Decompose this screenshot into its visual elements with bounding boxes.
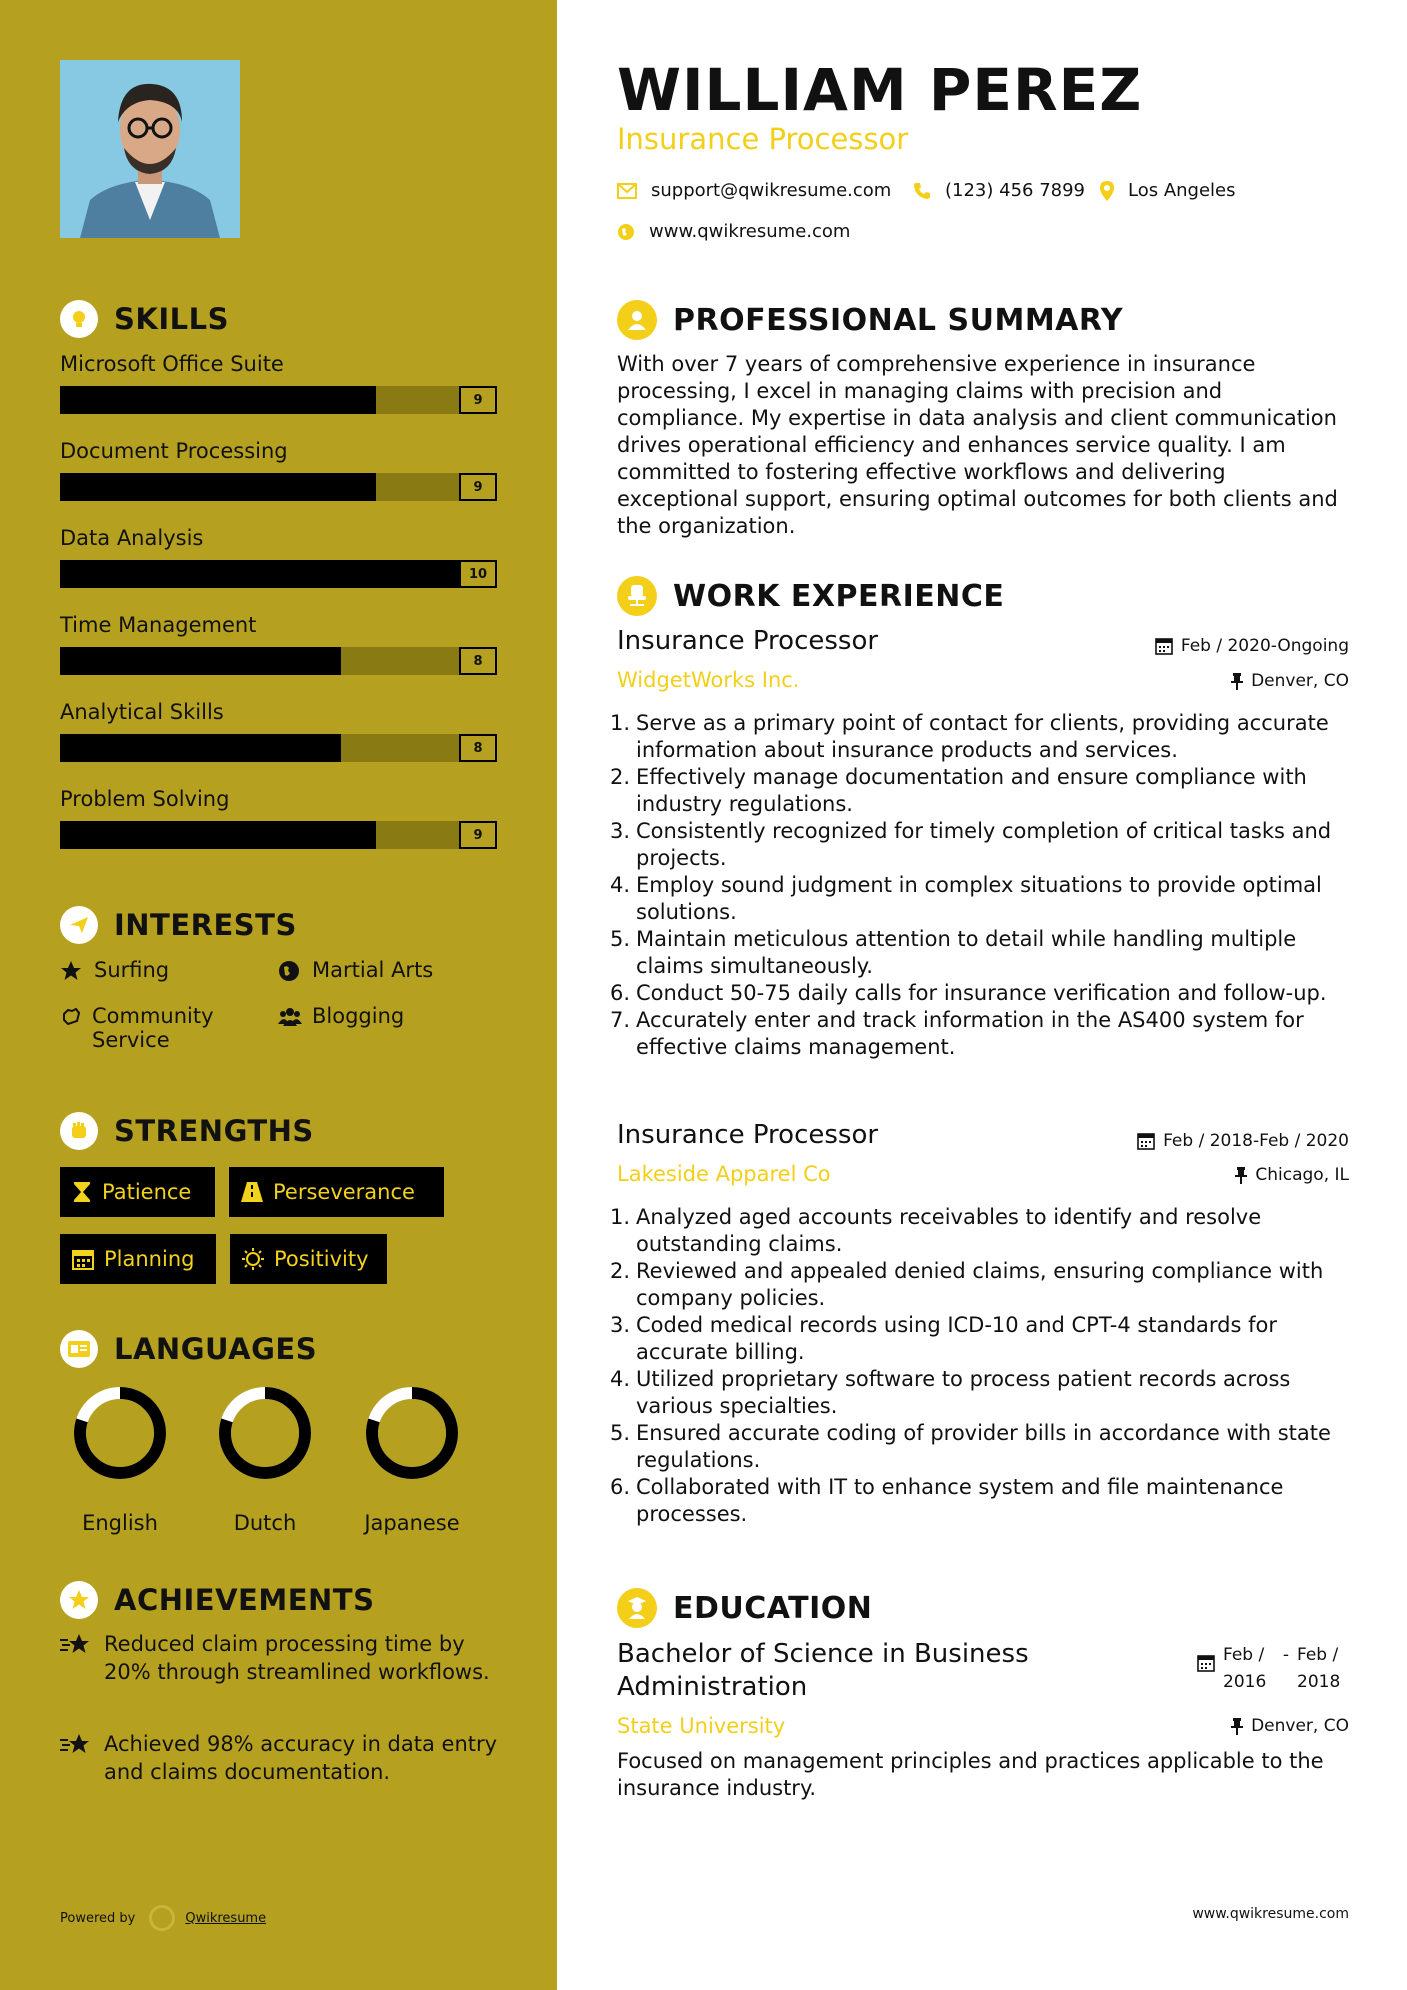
experience-title: WORK EXPERIENCE xyxy=(673,578,1005,614)
road-icon xyxy=(241,1182,263,1202)
hand-icon xyxy=(60,1004,82,1033)
list-item: 5. Maintain meticulous attention to detail while handling multiple claims simultaneously. xyxy=(610,926,1350,980)
candidate-title: Insurance Processor xyxy=(617,122,909,156)
star-icon xyxy=(60,958,84,987)
strength-tag xyxy=(229,1167,444,1217)
job-company: WidgetWorks Inc. xyxy=(617,668,800,692)
skill-fill xyxy=(60,734,341,762)
summary-text: With over 7 years of comprehensive experience in insurance processing, I excel in managing claims with precision and compliance. My expertise in data analysis and client communication drives operational efficiency and enhances service quality. I am committed to fostering effective workflows and delivering exceptional support, ensuring optimal outcomes for both clients and the organization. xyxy=(617,352,1338,538)
globe-icon xyxy=(278,958,302,987)
list-item: 5. Ensured accurate coding of provider bills in accordance with state regulations. xyxy=(610,1420,1350,1474)
interest-label: Martial Arts xyxy=(312,958,434,982)
job-location xyxy=(1231,671,1349,691)
job-location xyxy=(1235,1165,1349,1185)
job-role: Insurance Processor xyxy=(617,1120,879,1150)
skill-name: Time Management xyxy=(60,613,257,637)
skill-score: 8 xyxy=(459,647,497,675)
skill-fill xyxy=(60,647,341,675)
contact-website xyxy=(617,221,850,242)
duty-text: Utilized proprietary software to process patient records across various specialties. xyxy=(636,1367,1291,1418)
strength-label: Planning xyxy=(104,1247,195,1271)
duty-text: Coded medical records using ICD-10 and CPT-4 standards for accurate billing. xyxy=(636,1313,1277,1364)
lightbulb-icon xyxy=(60,300,98,338)
job-duties-list xyxy=(610,1204,1350,1528)
language-card-icon xyxy=(60,1330,98,1368)
skill-name: Document Processing xyxy=(60,439,288,463)
list-item: 2. Reviewed and appealed denied claims, ensuring compliance with company policies. xyxy=(610,1258,1350,1312)
profile-photo xyxy=(60,60,240,238)
hourglass-icon xyxy=(72,1181,92,1203)
achievement-text: Achieved 98% accuracy in data entry and claims documentation. xyxy=(104,1732,498,1784)
users-icon xyxy=(278,1004,302,1033)
qwikresume-logo-icon xyxy=(149,1905,175,1931)
achievement-text: Reduced claim processing time by 20% through streamlined workflows. xyxy=(104,1632,490,1684)
job-dates xyxy=(1155,636,1349,656)
education-header xyxy=(617,1588,872,1628)
school-name: State University xyxy=(617,1714,786,1738)
calendar-icon xyxy=(72,1248,94,1270)
list-item: 4. Employ sound judgment in complex situations to provide optimal solutions. xyxy=(610,872,1350,926)
duty-text: Effectively manage documentation and ensure compliance with industry regulations. xyxy=(636,765,1307,816)
skill-fill xyxy=(60,473,376,501)
skill-name: Data Analysis xyxy=(60,526,204,550)
duty-text: Ensured accurate coding of provider bills in accordance with state regulations. xyxy=(636,1421,1331,1472)
interest-item xyxy=(278,1004,404,1033)
education-start-date: Feb / 2016 xyxy=(1223,1645,1267,1692)
fist-icon xyxy=(60,1112,98,1150)
globe-icon xyxy=(617,223,635,241)
job-duties-list xyxy=(610,710,1350,1061)
list-item: 1. Serve as a primary point of contact for clients, providing accurate information about insurance products and services. xyxy=(610,710,1350,764)
skill-bar xyxy=(60,473,497,501)
skill-item xyxy=(60,787,497,849)
strength-label: Patience xyxy=(102,1180,192,1204)
sun-icon xyxy=(242,1248,264,1270)
skill-item xyxy=(60,700,497,762)
language-donut xyxy=(362,1383,462,1483)
powered-by-label: Powered by xyxy=(60,1910,136,1926)
calendar-icon xyxy=(1155,637,1173,655)
skill-score: 10 xyxy=(459,560,497,588)
education-end-date: Feb / 2018 xyxy=(1297,1645,1341,1692)
skill-item xyxy=(60,352,497,414)
location-text: Los Angeles xyxy=(1128,180,1236,201)
languages-title: LANGUAGES xyxy=(114,1332,318,1366)
skill-item xyxy=(60,439,497,501)
job-dates-text: Feb / 2020-Ongoing xyxy=(1180,636,1349,656)
phone-icon xyxy=(913,182,931,200)
languages-header xyxy=(60,1330,317,1368)
skill-score: 9 xyxy=(459,473,497,501)
powered-by xyxy=(60,1905,266,1931)
education-title: EDUCATION xyxy=(673,1590,873,1626)
interest-item xyxy=(278,958,433,987)
language-donut xyxy=(215,1383,315,1483)
strengths-header xyxy=(60,1112,314,1150)
strength-label: Perseverance xyxy=(273,1180,415,1204)
duty-text: Employ sound judgment in complex situations to provide optimal solutions. xyxy=(636,873,1322,924)
contact-location xyxy=(1100,180,1236,201)
powered-by-link[interactable]: Qwikresume xyxy=(185,1910,267,1926)
job-role: Insurance Processor xyxy=(617,626,879,656)
list-item: 3. Coded medical records using ICD-10 and CPT-4 standards for accurate billing. xyxy=(610,1312,1350,1366)
education-dates: Feb / 2016 - Feb / 2018 xyxy=(1197,1642,1349,1696)
skill-score: 9 xyxy=(459,821,497,849)
education-description: Focused on management principles and practices applicable to the insurance industry. xyxy=(617,1749,1324,1800)
skill-bar xyxy=(60,560,497,588)
skill-bar xyxy=(60,821,497,849)
strength-tag xyxy=(230,1234,387,1284)
skill-name: Problem Solving xyxy=(60,787,230,811)
language-name: English xyxy=(82,1511,158,1535)
duty-text: Consistently recognized for timely completion of critical tasks and projects. xyxy=(636,819,1332,870)
pin-icon xyxy=(1231,672,1243,690)
skills-header xyxy=(60,300,229,338)
calendar-icon xyxy=(1197,1642,1215,1672)
pin-icon xyxy=(1235,1166,1247,1184)
skill-fill xyxy=(60,821,376,849)
user-icon xyxy=(617,300,657,340)
shooting-star-icon xyxy=(60,1730,92,1786)
envelope-icon xyxy=(617,183,637,199)
achievements-title: ACHIEVEMENTS xyxy=(114,1583,375,1617)
list-item: 2. Effectively manage documentation and ensure compliance with industry regulations. xyxy=(610,764,1350,818)
language-donut xyxy=(70,1383,170,1483)
skill-score: 8 xyxy=(459,734,497,762)
achievement-item xyxy=(60,1730,500,1786)
website-text[interactable]: www.qwikresume.com xyxy=(649,221,851,242)
skill-name: Analytical Skills xyxy=(60,700,224,724)
footer-url[interactable]: www.qwikresume.com xyxy=(1192,1906,1349,1922)
language-item xyxy=(50,1383,190,1535)
interests-title: INTERESTS xyxy=(114,908,297,942)
job-location-text: Denver, CO xyxy=(1251,671,1349,691)
sidebar xyxy=(0,0,557,1990)
language-name: Japanese xyxy=(364,1511,460,1535)
language-item xyxy=(195,1383,335,1535)
education-location-text: Denver, CO xyxy=(1251,1716,1349,1736)
strengths-title: STRENGTHS xyxy=(114,1114,314,1148)
skill-bar xyxy=(60,647,497,675)
skill-fill xyxy=(60,386,376,414)
list-item: 3. Consistently recognized for timely completion of critical tasks and projects. xyxy=(610,818,1350,872)
duty-text: Reviewed and appealed denied claims, ensuring compliance with company policies. xyxy=(636,1259,1324,1310)
interest-label: Community Service xyxy=(92,1004,214,1052)
list-item: 6. Collaborated with IT to enhance system and file maintenance processes. xyxy=(610,1474,1350,1528)
skill-score: 9 xyxy=(459,386,497,414)
language-name: Dutch xyxy=(233,1511,297,1535)
skill-name: Microsoft Office Suite xyxy=(60,352,284,376)
office-chair-icon xyxy=(617,576,657,616)
experience-header xyxy=(617,576,1004,616)
shooting-star-icon xyxy=(60,1630,92,1686)
interest-label: Blogging xyxy=(312,1004,405,1028)
achievements-header xyxy=(60,1581,374,1619)
skills-title: SKILLS xyxy=(114,302,229,336)
skill-bar xyxy=(60,386,497,414)
duty-text: Accurately enter and track information in the AS400 system for effective claims management. xyxy=(636,1008,1304,1059)
language-item xyxy=(342,1383,482,1535)
interests-header xyxy=(60,906,297,944)
list-item: 4. Utilized proprietary software to process patient records across various specialties. xyxy=(610,1366,1350,1420)
calendar-icon xyxy=(1137,1132,1155,1150)
job-location-text: Chicago, IL xyxy=(1255,1165,1349,1185)
star-badge-icon xyxy=(60,1581,98,1619)
job-dates xyxy=(1137,1131,1349,1151)
interest-item xyxy=(60,958,169,987)
job-dates-text: Feb / 2018-Feb / 2020 xyxy=(1163,1131,1349,1151)
skill-bar xyxy=(60,734,497,762)
map-pin-icon xyxy=(1100,181,1114,201)
duty-text: Analyzed aged accounts receivables to identify and resolve outstanding claims. xyxy=(636,1205,1262,1256)
skill-item xyxy=(60,526,497,588)
duty-text: Serve as a primary point of contact for clients, providing accurate information about insurance products and services. xyxy=(636,711,1329,762)
list-item: 1. Analyzed aged accounts receivables to identify and resolve outstanding claims. xyxy=(610,1204,1350,1258)
summary-header xyxy=(617,300,1123,340)
interest-label: Surfing xyxy=(94,958,170,982)
achievement-item xyxy=(60,1630,500,1686)
candidate-name: WILLIAM PEREZ xyxy=(617,56,1143,124)
degree-title: Bachelor of Science in Business Administration xyxy=(617,1639,1029,1702)
list-item: 6. Conduct 50-75 daily calls for insurance verification and follow-up. xyxy=(610,981,1327,1005)
summary-title: PROFESSIONAL SUMMARY xyxy=(673,302,1124,338)
contact-email xyxy=(617,180,891,201)
pin-icon xyxy=(1231,1717,1243,1735)
strength-tag xyxy=(60,1234,216,1284)
strength-label: Positivity xyxy=(274,1247,369,1271)
paper-plane-icon xyxy=(60,906,98,944)
graduate-icon xyxy=(617,1588,657,1628)
skill-fill xyxy=(60,560,459,588)
interest-item xyxy=(60,1004,260,1052)
contact-phone xyxy=(913,180,1085,201)
duty-text: Conduct 50-75 daily calls for insurance verification and follow-up. xyxy=(636,981,1327,1005)
strength-tag xyxy=(60,1167,215,1217)
education-location xyxy=(1231,1716,1349,1736)
duty-text: Maintain meticulous attention to detail while handling multiple claims simultaneously. xyxy=(636,927,1297,978)
phone-text: (123) 456 7899 xyxy=(945,180,1086,201)
email-text[interactable]: support@qwikresume.com xyxy=(651,180,892,201)
job-company: Lakeside Apparel Co xyxy=(617,1162,831,1186)
duty-text: Collaborated with IT to enhance system and file maintenance processes. xyxy=(636,1475,1284,1526)
skill-item xyxy=(60,613,497,675)
list-item: 7. Accurately enter and track information in the AS400 system for effective claims management. xyxy=(610,1007,1350,1061)
